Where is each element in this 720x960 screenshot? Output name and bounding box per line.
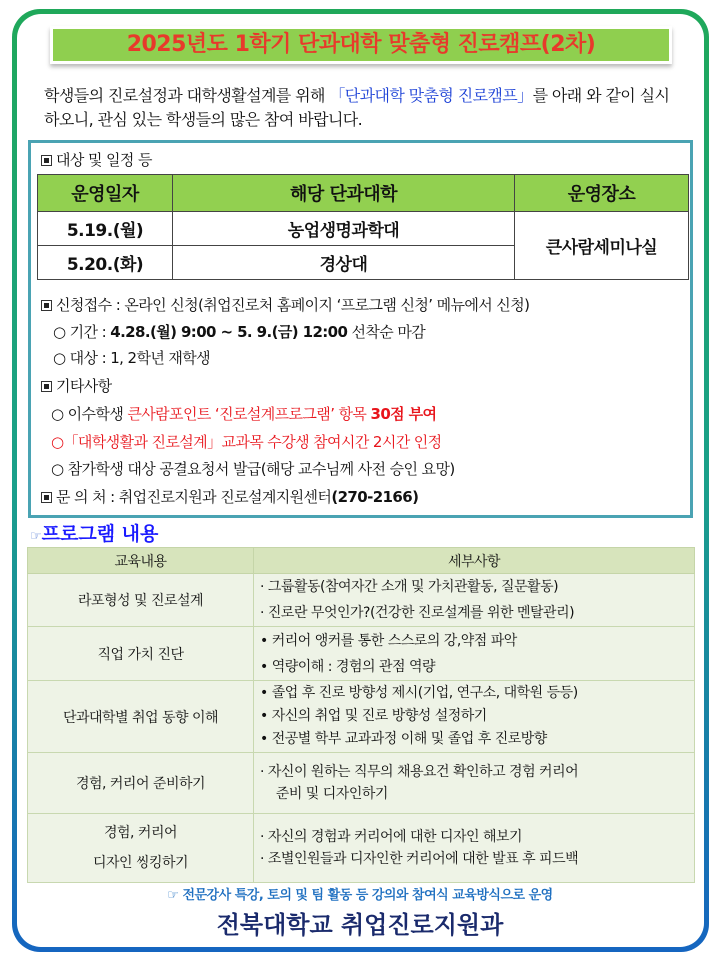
date-cell: 5.19.(월) bbox=[38, 212, 173, 246]
contact-label: 문 의 처 : 취업진로지원과 진로설계지원센터 bbox=[56, 488, 332, 506]
date-cell: 5.20.(화) bbox=[38, 246, 173, 280]
intro-before: 학생들의 진로설정과 대학생활설계를 위해 bbox=[44, 86, 330, 105]
program-title: 라포형성 및 진로설계 bbox=[28, 574, 254, 627]
program-details bbox=[254, 753, 695, 814]
period-value: 4.28.(월) 9:00 ~ 5. 9.(금) 12:00 bbox=[110, 323, 348, 341]
square-bullet-icon bbox=[41, 381, 52, 392]
program-heading bbox=[30, 519, 158, 546]
apply-heading bbox=[41, 294, 529, 315]
col-date: 운영일자 bbox=[38, 175, 173, 212]
program-title: 단과대학별 취업 동향 이해 bbox=[28, 681, 254, 753]
program-title-line: 디자인 씽킹하기 bbox=[92, 855, 189, 871]
apply-text: 신청접수 : 온라인 신청(취업진로처 홈페이지 ‘프로그램 신청’ 메뉴에서 신청) bbox=[56, 296, 530, 314]
detail-item: · 자신의 경험과 커리어에 대한 디자인 해보기 bbox=[260, 829, 523, 845]
program-details bbox=[254, 574, 695, 627]
program-title-line: 경험, 커리어 bbox=[103, 825, 178, 841]
col-details: 세부사항 bbox=[254, 548, 695, 574]
etc-item-2: ○「대학생활과 진로설계」교과목 수강생 참여시간 2시간 인정 bbox=[51, 433, 442, 451]
apply-target: ○ 대상 : 1, 2학년 재학생 bbox=[53, 349, 211, 367]
program-title: 직업 가치 진단 bbox=[28, 627, 254, 681]
contact-phone: (270-2166) bbox=[331, 488, 419, 506]
program-details bbox=[254, 814, 695, 883]
college-cell: 경상대 bbox=[173, 246, 515, 280]
detail-item: · 자신이 원하는 직무의 채용요건 확인하고 경험 커리어 bbox=[260, 764, 579, 780]
intro-text bbox=[44, 84, 684, 132]
detail-item: • 자신의 취업 및 진로 방향성 설정하기 bbox=[260, 708, 487, 724]
etc-heading-text: 기타사항 bbox=[56, 377, 112, 395]
intro-after: 를 아래 와 같이 실시하오니, 관심 있는 학생들의 많은 참여 바랍니다. bbox=[44, 86, 670, 129]
schedule-heading-text: 대상 및 일정 등 bbox=[56, 151, 152, 169]
contact bbox=[41, 486, 418, 507]
square-bullet-icon bbox=[41, 492, 52, 503]
etc-heading bbox=[41, 375, 112, 396]
apply-period bbox=[53, 321, 425, 342]
etc-item-1-prefix: ○ 이수학생 bbox=[51, 405, 128, 423]
detail-item: · 조별인원들과 디자인한 커리어에 대한 발표 후 피드백 bbox=[260, 851, 579, 867]
table-row bbox=[28, 627, 695, 681]
detail-item: · 그룹활동(참여자간 소개 및 가치관활동, 질문활동) bbox=[260, 579, 559, 595]
detail-item: • 커리어 앵커를 통한 스스로의 강,약점 파악 bbox=[260, 632, 517, 649]
table-row bbox=[38, 212, 689, 246]
pointing-hand-icon: ☞ bbox=[30, 529, 42, 544]
table-row bbox=[28, 814, 695, 883]
period-after: 선착순 마감 bbox=[347, 323, 426, 341]
detail-item: 준비 및 디자인하기 bbox=[260, 786, 388, 802]
col-college: 해당 단과대학 bbox=[173, 175, 515, 212]
info-box bbox=[28, 140, 693, 518]
detail-item: • 졸업 후 진로 방향성 제시(기업, 연구소, 대학원 등등) bbox=[260, 685, 578, 701]
program-title: 경험, 커리어 준비하기 bbox=[28, 753, 254, 814]
method-note: ☞ 전문강사 특강, 토의 및 팀 활동 등 강의와 참여식 교육방식으로 운영 bbox=[167, 888, 553, 903]
program-table bbox=[27, 547, 695, 883]
organization-name: 전북대학교 취업진로지원과 bbox=[216, 911, 504, 939]
detail-item: • 역량이해 : 경험의 관점 역량 bbox=[260, 658, 435, 675]
intro-highlight: 「단과대학 맞춤형 진로캠프」 bbox=[329, 86, 533, 105]
etc-item-1-bold: 30점 부여 bbox=[370, 405, 437, 423]
detail-item: · 진로란 무엇인가?(건강한 진로설계를 위한 멘탈관리) bbox=[260, 605, 575, 621]
col-content: 교육내용 bbox=[28, 548, 254, 574]
etc-item-1 bbox=[51, 403, 436, 424]
etc-item-1-red: 큰사람포인트 ‘진로설계프로그램’ 항목 bbox=[127, 405, 371, 423]
program-details bbox=[254, 627, 695, 681]
table-row bbox=[28, 681, 695, 753]
square-bullet-icon bbox=[41, 155, 52, 166]
college-cell: 농업생명과학대 bbox=[173, 212, 515, 246]
schedule-table bbox=[37, 174, 689, 280]
program-heading-text: 프로그램 내용 bbox=[41, 523, 159, 545]
square-bullet-icon bbox=[41, 300, 52, 311]
poster-title: 2025년도 1학기 단과대학 맞춤형 진로캠프(2차) bbox=[50, 26, 672, 64]
place-cell: 큰사람세미나실 bbox=[515, 212, 689, 280]
schedule-heading bbox=[41, 149, 152, 170]
program-title bbox=[28, 814, 254, 883]
table-row bbox=[28, 574, 695, 627]
program-details bbox=[254, 681, 695, 753]
period-label: ○ 기간 : bbox=[53, 323, 111, 341]
detail-item: • 전공별 학부 교과과정 이해 및 졸업 후 진로방향 bbox=[260, 731, 547, 747]
etc-item-3: ○ 참가학생 대상 공결요청서 발급(해당 교수님께 사전 승인 요망) bbox=[51, 460, 455, 478]
col-place: 운영장소 bbox=[515, 175, 689, 212]
table-row bbox=[28, 753, 695, 814]
